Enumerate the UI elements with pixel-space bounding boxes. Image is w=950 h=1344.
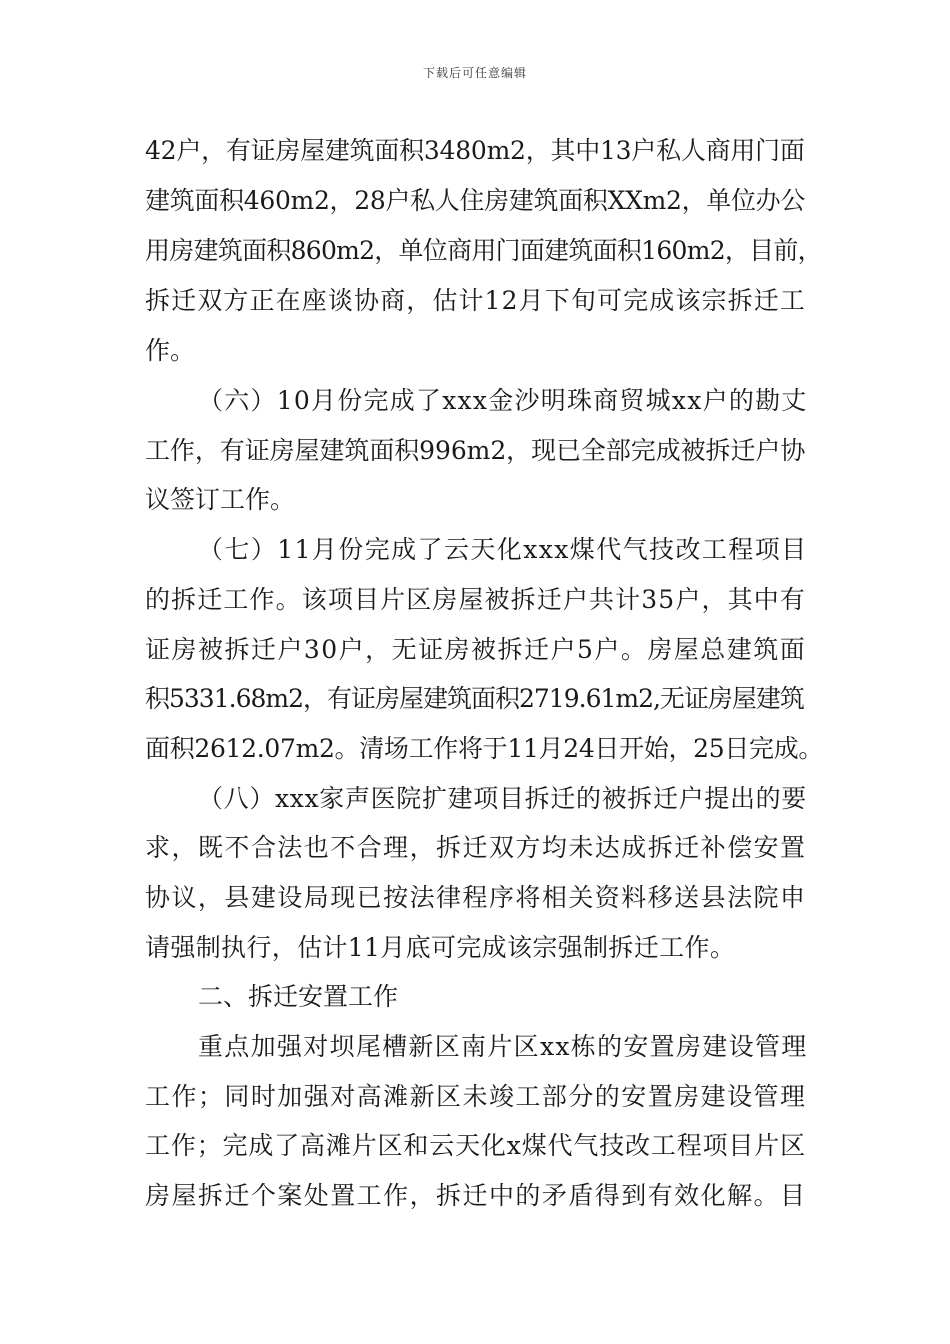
body-line: 42户，有证房屋建筑面积3480m2，其中13户私人商用门面 (145, 136, 805, 165)
body-line: 请强制执行，估计11月底可完成该宗强制拆迁工作。 (145, 933, 736, 962)
body-line: 作。 (145, 336, 196, 365)
body-line: 用房建筑面积860m2，单位商用门面建筑面积160m2，目前， (145, 236, 822, 265)
body-line: 房屋拆迁个案处置工作，拆迁中的矛盾得到有效化解。目 (145, 1181, 807, 1210)
page-header: 下载后可任意编辑 (422, 66, 527, 80)
body-line: 工作；完成了高滩片区和云天化x煤代气技改工程项目片区 (145, 1131, 806, 1160)
body-line: 协议，县建设局现已按法律程序将相关资料移送县法院申 (145, 883, 807, 912)
body-line: 拆迁双方正在座谈协商，估计12月下旬可完成该宗拆迁工 (145, 286, 806, 315)
body-line: （七）11月份完成了云天化xxx煤代气技改工程项目 (198, 535, 808, 564)
body-line: 建筑面积460m2，28户私人住房建筑面积XXm2，单位办公 (145, 186, 806, 215)
body-line: 面积2612.07m2。清场工作将于11月24日开始，25日完成。 (145, 734, 824, 763)
body-line: （六）10月份完成了xxx金沙明珠商贸城xx户的勘丈 (198, 386, 808, 415)
body-line: 求，既不合法也不合理，拆迁双方均未达成拆迁补偿安置 (145, 833, 807, 862)
body-line: 积5331.68m2，有证房屋建筑面积2719.61m2,无证房屋建筑 (145, 684, 804, 713)
section-heading: 二、拆迁安置工作 (198, 982, 399, 1011)
body-line: 议签订工作。 (145, 485, 296, 514)
body-line: 工作；同时加强对高滩新区未竣工部分的安置房建设管理 (145, 1082, 807, 1111)
body-line: （八）xxx家声医院扩建项目拆迁的被拆迁户提出的要 (198, 784, 807, 813)
body-line: 证房被拆迁户30户，无证房被拆迁户5户。房屋总建筑面 (145, 635, 807, 664)
body-line: 重点加强对坝尾槽新区南片区xx栋的安置房建设管理 (198, 1032, 808, 1061)
body-line: 的拆迁工作。该项目片区房屋被拆迁户共计35户，其中有 (145, 585, 806, 614)
body-line: 工作，有证房屋建筑面积996m2，现已全部完成被拆迁户协 (145, 436, 806, 465)
